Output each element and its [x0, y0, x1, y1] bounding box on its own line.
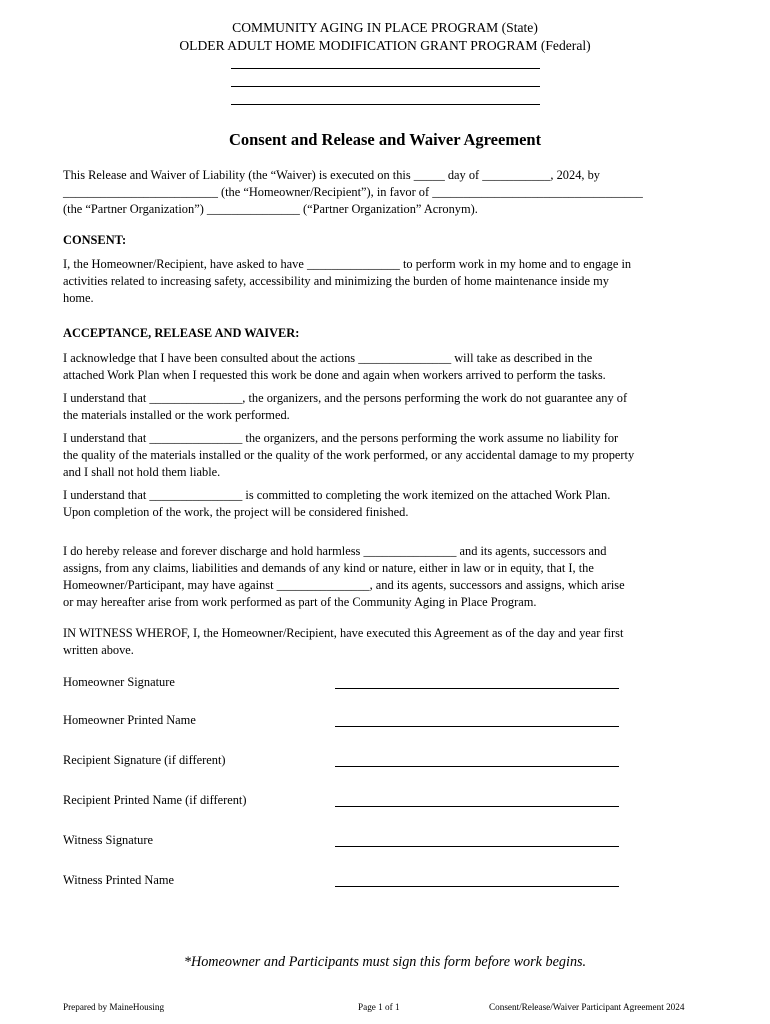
intro-paragraph [63, 167, 708, 218]
consent-paragraph [63, 256, 708, 307]
consent-line: home. [63, 291, 94, 305]
signing-note: *Homeowner and Participants must sign this form before work begins. [183, 954, 587, 970]
acknowledge-paragraph [63, 350, 708, 384]
recipient-printed-name-label: Recipient Printed Name (if different) [63, 793, 247, 807]
witness-printed-name-line[interactable] [335, 886, 619, 887]
program-header-federal: OLDER ADULT HOME MODIFICATION GRANT PROGRAM (Federal) [179, 38, 591, 53]
witness-printed-name-label: Witness Printed Name [63, 873, 174, 887]
paragraph-line: I understand that _______________ the organizers, and the persons performing the work assume no liability for [63, 431, 619, 445]
homeowner-signature-line[interactable] [335, 688, 619, 689]
recipient-printed-name-line[interactable] [335, 806, 619, 807]
paragraph-line: Upon completion of the work, the project will be considered finished. [63, 505, 409, 519]
blank-line-1 [231, 68, 540, 69]
paragraph-line: the materials installed or the work performed. [63, 408, 290, 422]
paragraph-line: assigns, from any claims, liabilities and demands of any kind or nature, either in law or in equity, that I, the [63, 561, 594, 575]
footer-document-name: Consent/Release/Waiver Participant Agreement 2024 [489, 1002, 685, 1012]
recipient-signature-line[interactable] [335, 766, 619, 767]
paragraph-line: I understand that _______________, the organizers, and the persons performing the work do not guarantee any of [63, 391, 628, 405]
homeowner-signature-label: Homeowner Signature [63, 675, 175, 689]
document-title: Consent and Release and Waiver Agreement [228, 130, 542, 149]
homeowner-printed-name-label: Homeowner Printed Name [63, 713, 196, 727]
paragraph-line: IN WITNESS WHEROF, I, the Homeowner/Recipient, have executed this Agreement as of the day and year first [63, 626, 624, 640]
paragraph-line: I understand that _______________ is committed to completing the work itemized on the attached Work Plan. [63, 488, 611, 502]
homeowner-printed-name-line[interactable] [335, 726, 619, 727]
program-header-state: COMMUNITY AGING IN PLACE PROGRAM (State) [232, 20, 538, 35]
blank-line-3 [231, 104, 540, 105]
paragraph-line: attached Work Plan when I requested this work be done and again when workers arrived to perform the tasks. [63, 368, 606, 382]
intro-line: _________________________ (the “Homeowner/Recipient”), in favor of __________________________________ [63, 185, 643, 199]
intro-line: (the “Partner Organization”) _______________ (“Partner Organization” Acronym). [63, 202, 478, 216]
witness-signature-label: Witness Signature [63, 833, 154, 847]
blank-line-2 [231, 86, 540, 87]
footer-prepared-by: Prepared by MaineHousing [63, 1002, 165, 1012]
witness-paragraph [63, 625, 708, 659]
no-guarantee-paragraph [63, 390, 708, 424]
paragraph-line: and I shall not hold them liable. [63, 465, 221, 479]
intro-line: This Release and Waiver of Liability (the “Waiver) is executed on this _____ day of ___________, 2024, by [63, 168, 600, 182]
witness-signature-line[interactable] [335, 846, 619, 847]
no-liability-paragraph [63, 430, 708, 481]
release-paragraph [63, 543, 708, 611]
work-plan-paragraph [63, 487, 708, 521]
paragraph-line: I do hereby release and forever discharge and hold harmless _______________ and its agents, successors and [63, 544, 607, 558]
recipient-signature-label: Recipient Signature (if different) [63, 753, 226, 767]
consent-line: I, the Homeowner/Recipient, have asked to have _______________ to perform work in my home and to engage in [63, 257, 632, 271]
paragraph-line: I acknowledge that I have been consulted about the actions _______________ will take as described in the [63, 351, 593, 365]
footer-page-number: Page 1 of 1 [358, 1002, 400, 1012]
paragraph-line: or may hereafter arise from work performed as part of the Community Aging in Place Program. [63, 595, 537, 609]
paragraph-line: written above. [63, 643, 134, 657]
paragraph-line: Homeowner/Participant, may have against _______________, and its agents, successors and assigns, which arise [63, 578, 625, 592]
acceptance-heading: ACCEPTANCE, RELEASE AND WAIVER: [63, 326, 300, 340]
consent-heading: CONSENT: [63, 233, 127, 247]
consent-line: activities related to increasing safety, accessibility and minimizing the burden of home maintenance inside my [63, 274, 609, 288]
paragraph-line: the quality of the materials installed or the quality of the work performed, or any accidental damage to my property [63, 448, 635, 462]
